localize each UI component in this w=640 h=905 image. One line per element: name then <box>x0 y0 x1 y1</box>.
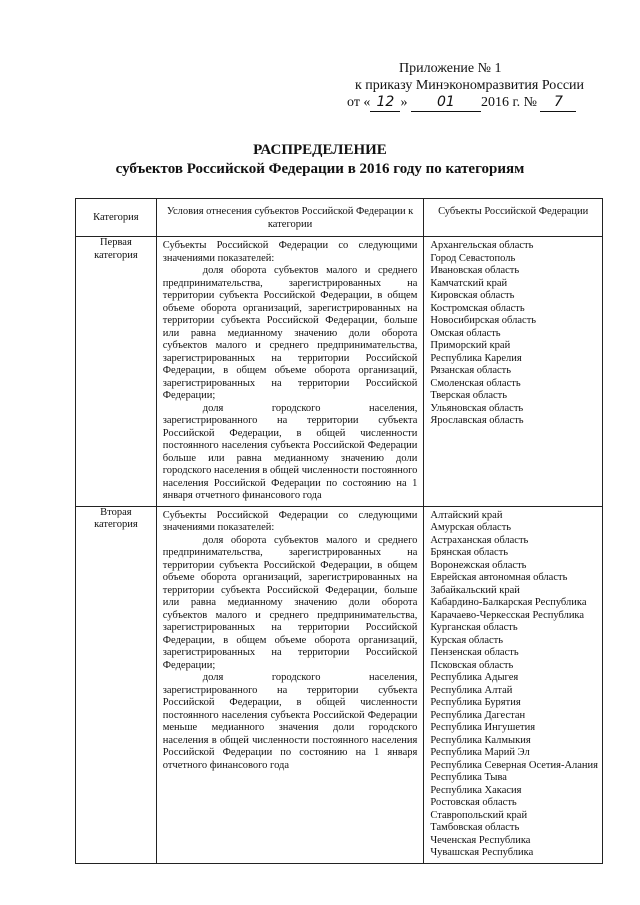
region-item: Республика Хакасия <box>430 784 522 796</box>
region-item: Город Севастополь <box>430 252 516 264</box>
region-item: Республика Дагестан <box>430 709 526 721</box>
region-item: Омская область <box>430 327 501 339</box>
region-item: Республика Тыва <box>430 772 507 783</box>
region-item: Астраханская область <box>430 534 529 546</box>
table-row-second-category <box>76 506 603 863</box>
region-item: Республика Адыгея <box>430 672 519 683</box>
subjects-second <box>424 506 603 863</box>
conditions-first <box>156 237 424 507</box>
region-item: Республика Северная Осетия-Алания <box>430 759 598 771</box>
handwritten-order-number: 7 <box>540 94 576 112</box>
region-item: Камчатский край <box>430 277 508 289</box>
conditions-second <box>156 506 424 863</box>
date-mid: » <box>400 95 408 110</box>
region-item: Республика Алтай <box>430 684 513 696</box>
region-item: Брянская область <box>430 547 509 558</box>
region-item: Новосибирская область <box>430 315 537 326</box>
region-item: Ярославская область <box>430 415 524 426</box>
category-second: Вторая категория <box>76 506 157 863</box>
header-category: Категория <box>76 199 157 237</box>
region-item: Республика Ингушетия <box>430 722 536 733</box>
region-item: Забайкальский край <box>430 584 520 596</box>
region-item: Тамбовская область <box>430 822 520 833</box>
region-item: Воронежская область <box>430 559 527 571</box>
condition-sme-share: доля оборота субъектов малого и среднего предпринимательства, зарегистрированных на территории субъекта Российской Федерации, в общем объеме оборота организаций, зарегистрированных на территории субъекта Российской Федерации, больше или равна медианному значению доли оборота субъектов малого и среднего предпринимательства, зарегистрированных на территории Российской Федерации, в общем объеме оборота организаций, зарегистрированных на территории Российской Федерации; <box>162 265 418 401</box>
region-item: Тверская область <box>430 390 508 401</box>
condition-intro: Субъекты Российской Федерации со следующими значениями показателей: <box>162 240 418 264</box>
handwritten-month: 01 <box>411 94 481 112</box>
subjects-first <box>424 237 603 507</box>
region-item: Республика Карелия <box>430 352 522 364</box>
region-item: Еврейская автономная область <box>430 572 568 583</box>
header-conditions: Условия отнесения субъектов Российской Федерации к категории <box>156 199 424 237</box>
title-line-2: субъектов Российской Федерации в 2016 году по категориям <box>115 161 525 177</box>
region-item: Алтайский край <box>430 509 503 521</box>
header-subjects: Субъекты Российской Федерации <box>424 199 603 237</box>
region-item: Республика Марий Эл <box>430 747 530 758</box>
region-item: Ивановская область <box>430 265 520 276</box>
region-item: Архангельская область <box>430 240 534 251</box>
region-item: Карачаево-Черкесская Республика <box>430 609 585 621</box>
order-date-line <box>347 94 597 112</box>
region-item: Чувашская Республика <box>430 847 534 858</box>
condition-urban-share: доля городского населения, зарегистрированного на территории субъекта Российской Федерации, в общей численности постоянного населения субъекта Российской Федерации меньше медианного значения доли городского населения в общей численности постоянного населения Российской Федерации по состоянию на 1 января отчетного финансового года <box>162 672 418 771</box>
distribution-table <box>75 198 603 864</box>
title-line-1: РАСПРЕДЕЛЕНИЕ <box>253 142 387 158</box>
region-item: Кировская область <box>430 290 515 301</box>
table-header-row <box>76 199 603 237</box>
region-item: Амурская область <box>430 522 512 533</box>
region-item: Кабардино-Балкарская Республика <box>430 597 587 608</box>
date-prefix: от « <box>347 95 371 110</box>
region-item: Республика Калмыкия <box>430 734 531 746</box>
table-row-first-category <box>76 237 603 507</box>
appendix-header <box>347 60 597 112</box>
region-item: Смоленская область <box>430 377 521 389</box>
region-item: Ростовская область <box>430 797 517 808</box>
region-item: Костромская область <box>430 302 525 314</box>
region-item: Ставропольский край <box>430 809 528 821</box>
condition-urban-share: доля городского населения, зарегистрированного на территории субъекта Российской Федерации, в общей численности постоянного населения субъекта Российской Федерации больше или равна медианному значению доли городского населения в общей численности постоянного населения Российской Федерации по состоянию на 1 января отчетного финансового года <box>162 402 418 501</box>
region-item: Ульяновская область <box>430 402 524 414</box>
region-item: Псковская область <box>430 659 514 671</box>
appendix-number: Приложение № 1 <box>399 61 502 76</box>
region-item: Республика Бурятия <box>430 697 521 708</box>
region-item: Приморский край <box>430 340 511 351</box>
condition-intro: Субъекты Российской Федерации со следующими значениями показателей: <box>162 509 418 533</box>
region-item: Чеченская Республика <box>430 834 531 846</box>
region-item: Пензенская область <box>430 647 519 658</box>
order-reference: к приказу Минэкономразвития России <box>355 78 585 93</box>
region-item: Рязанская область <box>430 365 512 376</box>
document-title <box>0 141 640 179</box>
year-and-number-label: 2016 г. № <box>480 95 537 110</box>
handwritten-day: 12 <box>370 94 400 112</box>
region-item: Курганская область <box>430 622 518 633</box>
condition-sme-share: доля оборота субъектов малого и среднего предпринимательства, зарегистрированных на территории субъекта Российской Федерации, в общем объеме оборота организаций, зарегистрированных на территории субъекта Российской Федерации, больше или равна медианному значению доли оборота субъектов малого и среднего предпринимательства, зарегистрированных на территории Российской Федерации, в общем объеме оборота организаций, зарегистрированных на территории Российской Федерации; <box>162 534 418 671</box>
category-first: Первая категория <box>76 237 157 507</box>
region-item: Курская область <box>430 634 504 646</box>
